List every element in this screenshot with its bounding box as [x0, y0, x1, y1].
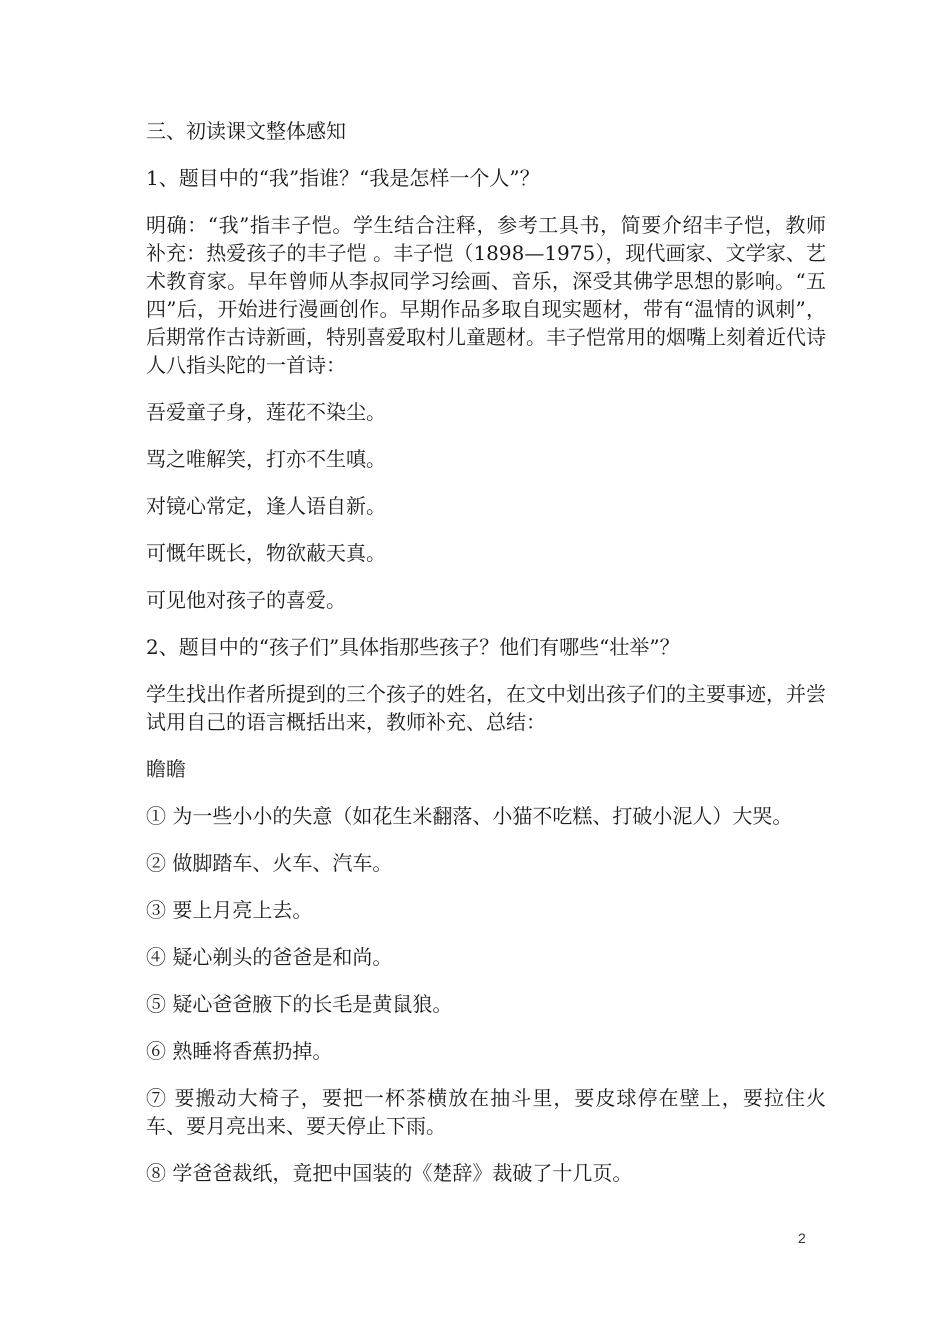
poem-line: 可慨年既长，物欲蔽天真。 [146, 541, 386, 565]
list-item: ⑤ 疑心爸爸腋下的长毛是黄鼠狼。 [146, 992, 453, 1016]
list-item: ① 为一些小小的失意（如花生米翻落、小猫不吃糕、打破小泥人）大哭。 [146, 804, 793, 828]
conclusion-paragraph: 可见他对孩子的喜爱。 [146, 588, 346, 612]
list-item: ⑧ 学爸爸裁纸，竟把中国装的《楚辞》裁破了十几页。 [146, 1161, 633, 1185]
list-item: ⑦ 要搬动大椅子，要把一杯茶横放在抽斗里，要皮球停在壁上，要拉住火车、要月亮出来、要天停止下雨。 [146, 1086, 826, 1138]
instruction-paragraph: 学生找出作者所提到的三个孩子的姓名，在文中划出孩子们的主要事迹，并尝试用自己的语言概括出来，教师补充、总结： [146, 682, 826, 734]
list-item: ⑥ 熟睡将香蕉扔掉。 [146, 1039, 333, 1063]
list-item: ② 做脚踏车、火车、汽车。 [146, 851, 393, 875]
document-body [146, 117, 826, 1206]
poem-line: 骂之唯解笑，打亦不生嗔。 [146, 447, 386, 471]
page-number: 2 [798, 1230, 806, 1246]
list-item: ④ 疑心剃头的爸爸是和尚。 [146, 945, 393, 969]
poem-line: 吾爱童子身，莲花不染尘。 [146, 400, 386, 424]
poem-line: 对镜心常定，逢人语自新。 [146, 494, 386, 518]
child-name: 瞻瞻 [146, 757, 186, 781]
answer-paragraph: 明确：“我”指丰子恺。学生结合注释，参考工具书，简要介绍丰子恺，教师补充：热爱孩子的丰子恺 。丰子恺（1898—1975），现代画家、文学家、艺术教育家。早年曾师从李叔同学习绘画、音乐，深受其佛学思想的影响。“五四”后，开始进行漫画创作。早期作品多取自现实题材，带有“温情的讽刺”，后期常作古诗新画，特别喜爱取村儿童题材。丰子恺常用的烟嘴上刻着近代诗人八指头陀的一首诗： [146, 213, 826, 377]
section-heading: 三、初读课文整体感知 [146, 119, 346, 143]
question-1: 1、题目中的“我”指谁？“我是怎样一个人”？ [146, 166, 540, 190]
question-2: 2、题目中的“孩子们”具体指那些孩子？他们有哪些“壮举”？ [146, 635, 680, 659]
list-item: ③ 要上月亮上去。 [146, 898, 313, 922]
